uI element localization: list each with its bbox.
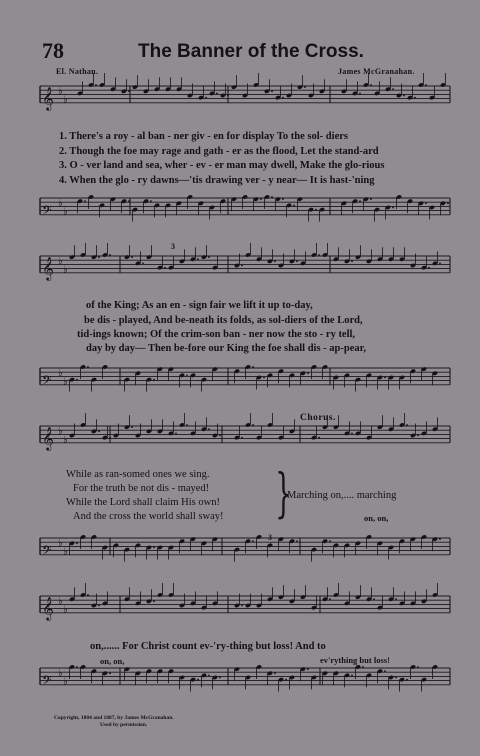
dot: [109, 672, 111, 674]
chorus-line-1: Marching on,.... marching: [287, 490, 397, 501]
dot: [318, 437, 320, 439]
dot: [227, 95, 229, 97]
flat-icon: ♭: [63, 264, 68, 276]
flat-icon: ♭: [63, 206, 68, 218]
dot: [197, 679, 199, 681]
dot: [271, 90, 273, 92]
dot: [351, 675, 353, 677]
flat-icon: ♭: [63, 676, 68, 688]
chorus-line-1-bass: on, on,: [364, 513, 389, 523]
dot: [84, 200, 86, 202]
verse-2-line-3: For the truth be not dis - mayed!: [73, 483, 210, 494]
flat-icon: ♭: [58, 86, 63, 98]
dot: [208, 428, 210, 430]
dot: [109, 437, 111, 439]
dot: [417, 666, 419, 668]
triplet-mark: 3: [268, 533, 272, 542]
dot: [98, 430, 100, 432]
dot: [329, 598, 331, 600]
dot: [175, 433, 177, 435]
author-credit: El. Nathan.: [56, 67, 99, 76]
dot: [395, 677, 397, 679]
dot: [285, 679, 287, 681]
dot: [131, 426, 133, 428]
dot: [260, 198, 262, 200]
dot: [219, 435, 221, 437]
dot: [150, 200, 152, 202]
treble-clef-icon: 𝄞: [42, 255, 54, 280]
verse-2-line-2: be dis - played, And be-neath its folds, as sol-diers of the Lord,: [84, 315, 363, 326]
dot: [296, 260, 298, 262]
dot: [128, 200, 130, 202]
dot: [87, 366, 89, 368]
dot: [351, 433, 353, 435]
dot: [384, 377, 386, 379]
flat-icon: ♭: [63, 546, 68, 558]
flat-icon: ♭: [58, 668, 63, 680]
dot: [362, 666, 364, 668]
flat-icon: ♭: [58, 596, 63, 608]
dot: [109, 254, 111, 256]
verse-3-line-3: While the Lord shall claim His own!: [66, 497, 220, 508]
dot: [417, 435, 419, 437]
verse-1-line-3: While as ran-somed ones we sing.: [66, 469, 210, 480]
dot: [186, 375, 188, 377]
dot: [406, 679, 408, 681]
dot: [216, 93, 218, 95]
flat-icon: ♭: [58, 426, 63, 438]
dot: [128, 90, 130, 92]
dot: [76, 666, 78, 668]
chorus-label: Chorus.: [300, 413, 336, 423]
dot: [98, 256, 100, 258]
dot: [142, 263, 144, 265]
dot: [351, 260, 353, 262]
chorus-line-2-bass-b: ev'rything but loss!: [320, 655, 390, 665]
dot: [186, 424, 188, 426]
flat-icon: ♭: [63, 376, 68, 388]
dot: [252, 424, 254, 426]
dot: [414, 97, 416, 99]
dot: [373, 598, 375, 600]
flat-icon: ♭: [63, 94, 68, 106]
dot: [439, 263, 441, 265]
verse-4-line-1: 4. When the glo - ry dawns—'tis drawing ver - y near— It is hast-'ning: [59, 175, 375, 186]
dot: [392, 207, 394, 209]
verse-3-line-1: 3. O - ver land and sea, wher - ev - er man may dwell, Make the glo-rious: [59, 160, 385, 171]
dot: [87, 594, 89, 596]
dot: [282, 198, 284, 200]
hymn-number: 78: [42, 38, 64, 63]
verse-2-line-1: 2. Though the foe may rage and gath - er as the flood, Let the stand-ard: [59, 146, 379, 157]
dot: [439, 538, 441, 540]
dot: [307, 372, 309, 374]
dot: [304, 86, 306, 88]
dot: [153, 600, 155, 602]
dot: [406, 424, 408, 426]
dot: [359, 200, 361, 202]
dot: [425, 202, 427, 204]
flat-icon: ♭: [58, 256, 63, 268]
dot: [307, 668, 309, 670]
dot: [370, 84, 372, 86]
dot: [219, 677, 221, 679]
dot: [384, 670, 386, 672]
dot: [403, 95, 405, 97]
copyright-line-1: Copyright, 1884 and 1887, by James McGranahan.: [54, 715, 174, 721]
dot: [370, 198, 372, 200]
dot: [197, 258, 199, 260]
dot: [329, 540, 331, 542]
dot: [359, 93, 361, 95]
treble-clef-icon: 𝄞: [42, 425, 54, 450]
dot: [392, 88, 394, 90]
dot: [293, 205, 295, 207]
dot: [241, 437, 243, 439]
flat-icon: ♭: [63, 604, 68, 616]
dot: [263, 377, 265, 379]
verse-4-line-3: And the cross the world shall sway!: [73, 511, 224, 522]
bass-clef-icon: 𝄢: [42, 202, 52, 221]
dot: [131, 256, 133, 258]
hymn-title: The Banner of the Cross.: [138, 41, 364, 62]
verse-1-line-2: of the King; As an en - sign fair we lift it up to-day,: [86, 300, 313, 311]
dot: [318, 254, 320, 256]
dot: [428, 267, 430, 269]
dot: [395, 598, 397, 600]
bass-clef-icon: 𝄢: [42, 672, 52, 691]
dot: [164, 267, 166, 269]
dot: [153, 379, 155, 381]
copyright-line-2: Used by permission.: [100, 722, 148, 728]
chorus-line-2-bass-a: on, on,: [100, 656, 125, 666]
bass-clef-icon: 𝄢: [42, 372, 52, 391]
chorus-line-2: on,...... For Christ count ev-'ry-thing but loss! And to: [90, 641, 326, 652]
dot: [205, 97, 207, 99]
dot: [76, 379, 78, 381]
dot: [98, 605, 100, 607]
composer-credit: James McGranahan.: [338, 67, 415, 76]
triplet-mark: 3: [171, 242, 175, 251]
bass-clef-icon: 𝄢: [42, 542, 52, 561]
dot: [282, 97, 284, 99]
dot: [153, 547, 155, 549]
dot: [315, 209, 317, 211]
dot: [208, 256, 210, 258]
dot: [271, 196, 273, 198]
treble-clef-icon: 𝄞: [42, 595, 54, 620]
dot: [274, 672, 276, 674]
dot: [274, 260, 276, 262]
dot: [241, 605, 243, 607]
treble-clef-icon: 𝄞: [42, 85, 54, 110]
dot: [296, 540, 298, 542]
dot: [241, 265, 243, 267]
verse-4-line-2: day by day— Then be-fore our King the foe shall dis - ap-pear,: [86, 343, 366, 354]
flat-icon: ♭: [63, 434, 68, 446]
dot: [76, 542, 78, 544]
flat-icon: ♭: [58, 198, 63, 210]
dot: [252, 540, 254, 542]
dot: [425, 84, 427, 86]
flat-icon: ♭: [58, 368, 63, 380]
verse-brace: }: [275, 464, 292, 524]
dot: [95, 84, 97, 86]
verse-3-line-2: tid-ings known; Of the crim-son ban - ner now the sto - ry tell,: [77, 329, 356, 340]
dot: [447, 202, 449, 204]
dot: [208, 675, 210, 677]
dot: [252, 366, 254, 368]
flat-icon: ♭: [58, 538, 63, 550]
verse-1-line-1: 1. There's a roy - al ban - ner giv - en for display To the sol- diers: [59, 131, 348, 142]
